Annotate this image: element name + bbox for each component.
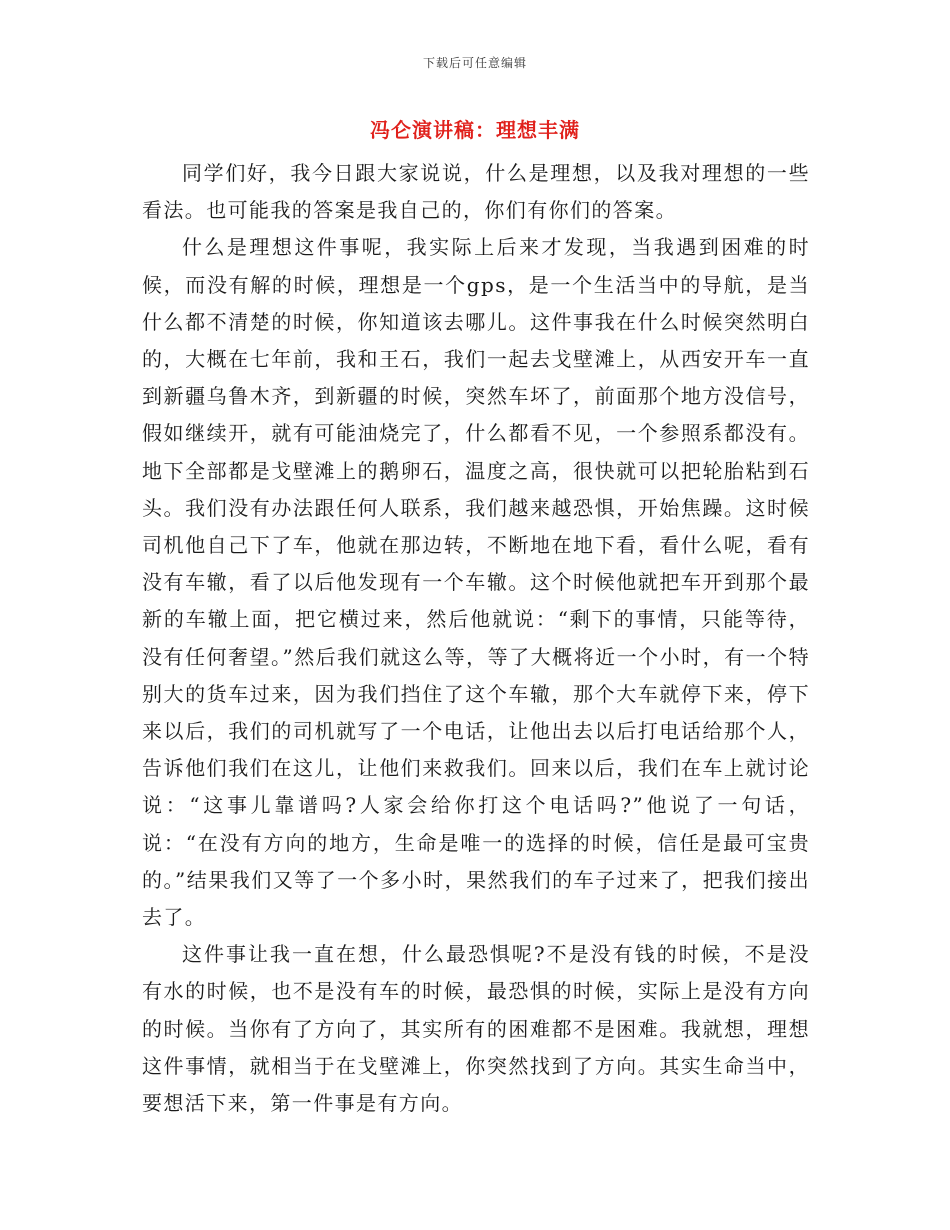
header-note: 下载后可任意编辑 [422, 56, 527, 70]
paragraph-2: 什么是理想这件事呢，我实际上后来才发现，当我遇到困难的时候，而没有解的时候，理想是一个gps，是一个生活当中的导航，是当什么都不清楚的时候，你知道该去哪儿。这件事我在什么时候突然明白的，大概在七年前，我和王石，我们一起去戈壁滩上，从西安开车一直到新疆乌鲁木齐，到新疆的时候，突然车坏了，前面那个地方没信号，假如继续开，就有可能油烧完了，什么都看不见，一个参照系都没有。地下全部都是戈壁滩上的鹅卵石，温度之高，很快就可以把轮胎粘到石头。我们没有办法跟任何人联系，我们越来越恐惧，开始焦躁。这时候司机他自己下了车，他就在那边转，不断地在地下看，看什么呢，看有没有车辙，看了以后他发现有一个车辙。这个时候他就把车开到那个最新的车辙上面，把它横过来，然后他就说：“剩下的事情，只能等待，没有任何奢望。”然后我们就这么等，等了大概将近一个小时，有一个特别大的货车过来，因为我们挡住了这个车辙，那个大车就停下来，停下来以后，我们的司机就写了一个电话，让他出去以后打电话给那个人，告诉他们我们在这儿，让他们来救我们。回来以后，我们在车上就讨论说：“这事儿靠谱吗?人家会给你打这个电话吗?”他说了一句话，说：“在没有方向的地方，生命是唯一的选择的时候，信任是最可宝贵的。”结果我们又等了一个多小时，果然我们的车子过来了，把我们接出去了。 [142, 235, 810, 930]
page-title: 冯仑演讲稿：理想丰满 [370, 118, 580, 142]
document-body [142, 155, 810, 1122]
paragraph-1: 同学们好，我今日跟大家说说，什么是理想，以及我对理想的一些看法。也可能我的答案是我自己的，你们有你们的答案。 [142, 161, 810, 223]
paragraph-3: 这件事让我一直在想，什么最恐惧呢?不是没有钱的时候，不是没有水的时候，也不是没有车的时候，最恐惧的时候，实际上是没有方向的时候。当你有了方向了，其实所有的困难都不是困难。我就想，理想这件事情，就相当于在戈壁滩上，你突然找到了方向。其实生命当中，要想活下来，第一件事是有方向。 [142, 942, 810, 1116]
